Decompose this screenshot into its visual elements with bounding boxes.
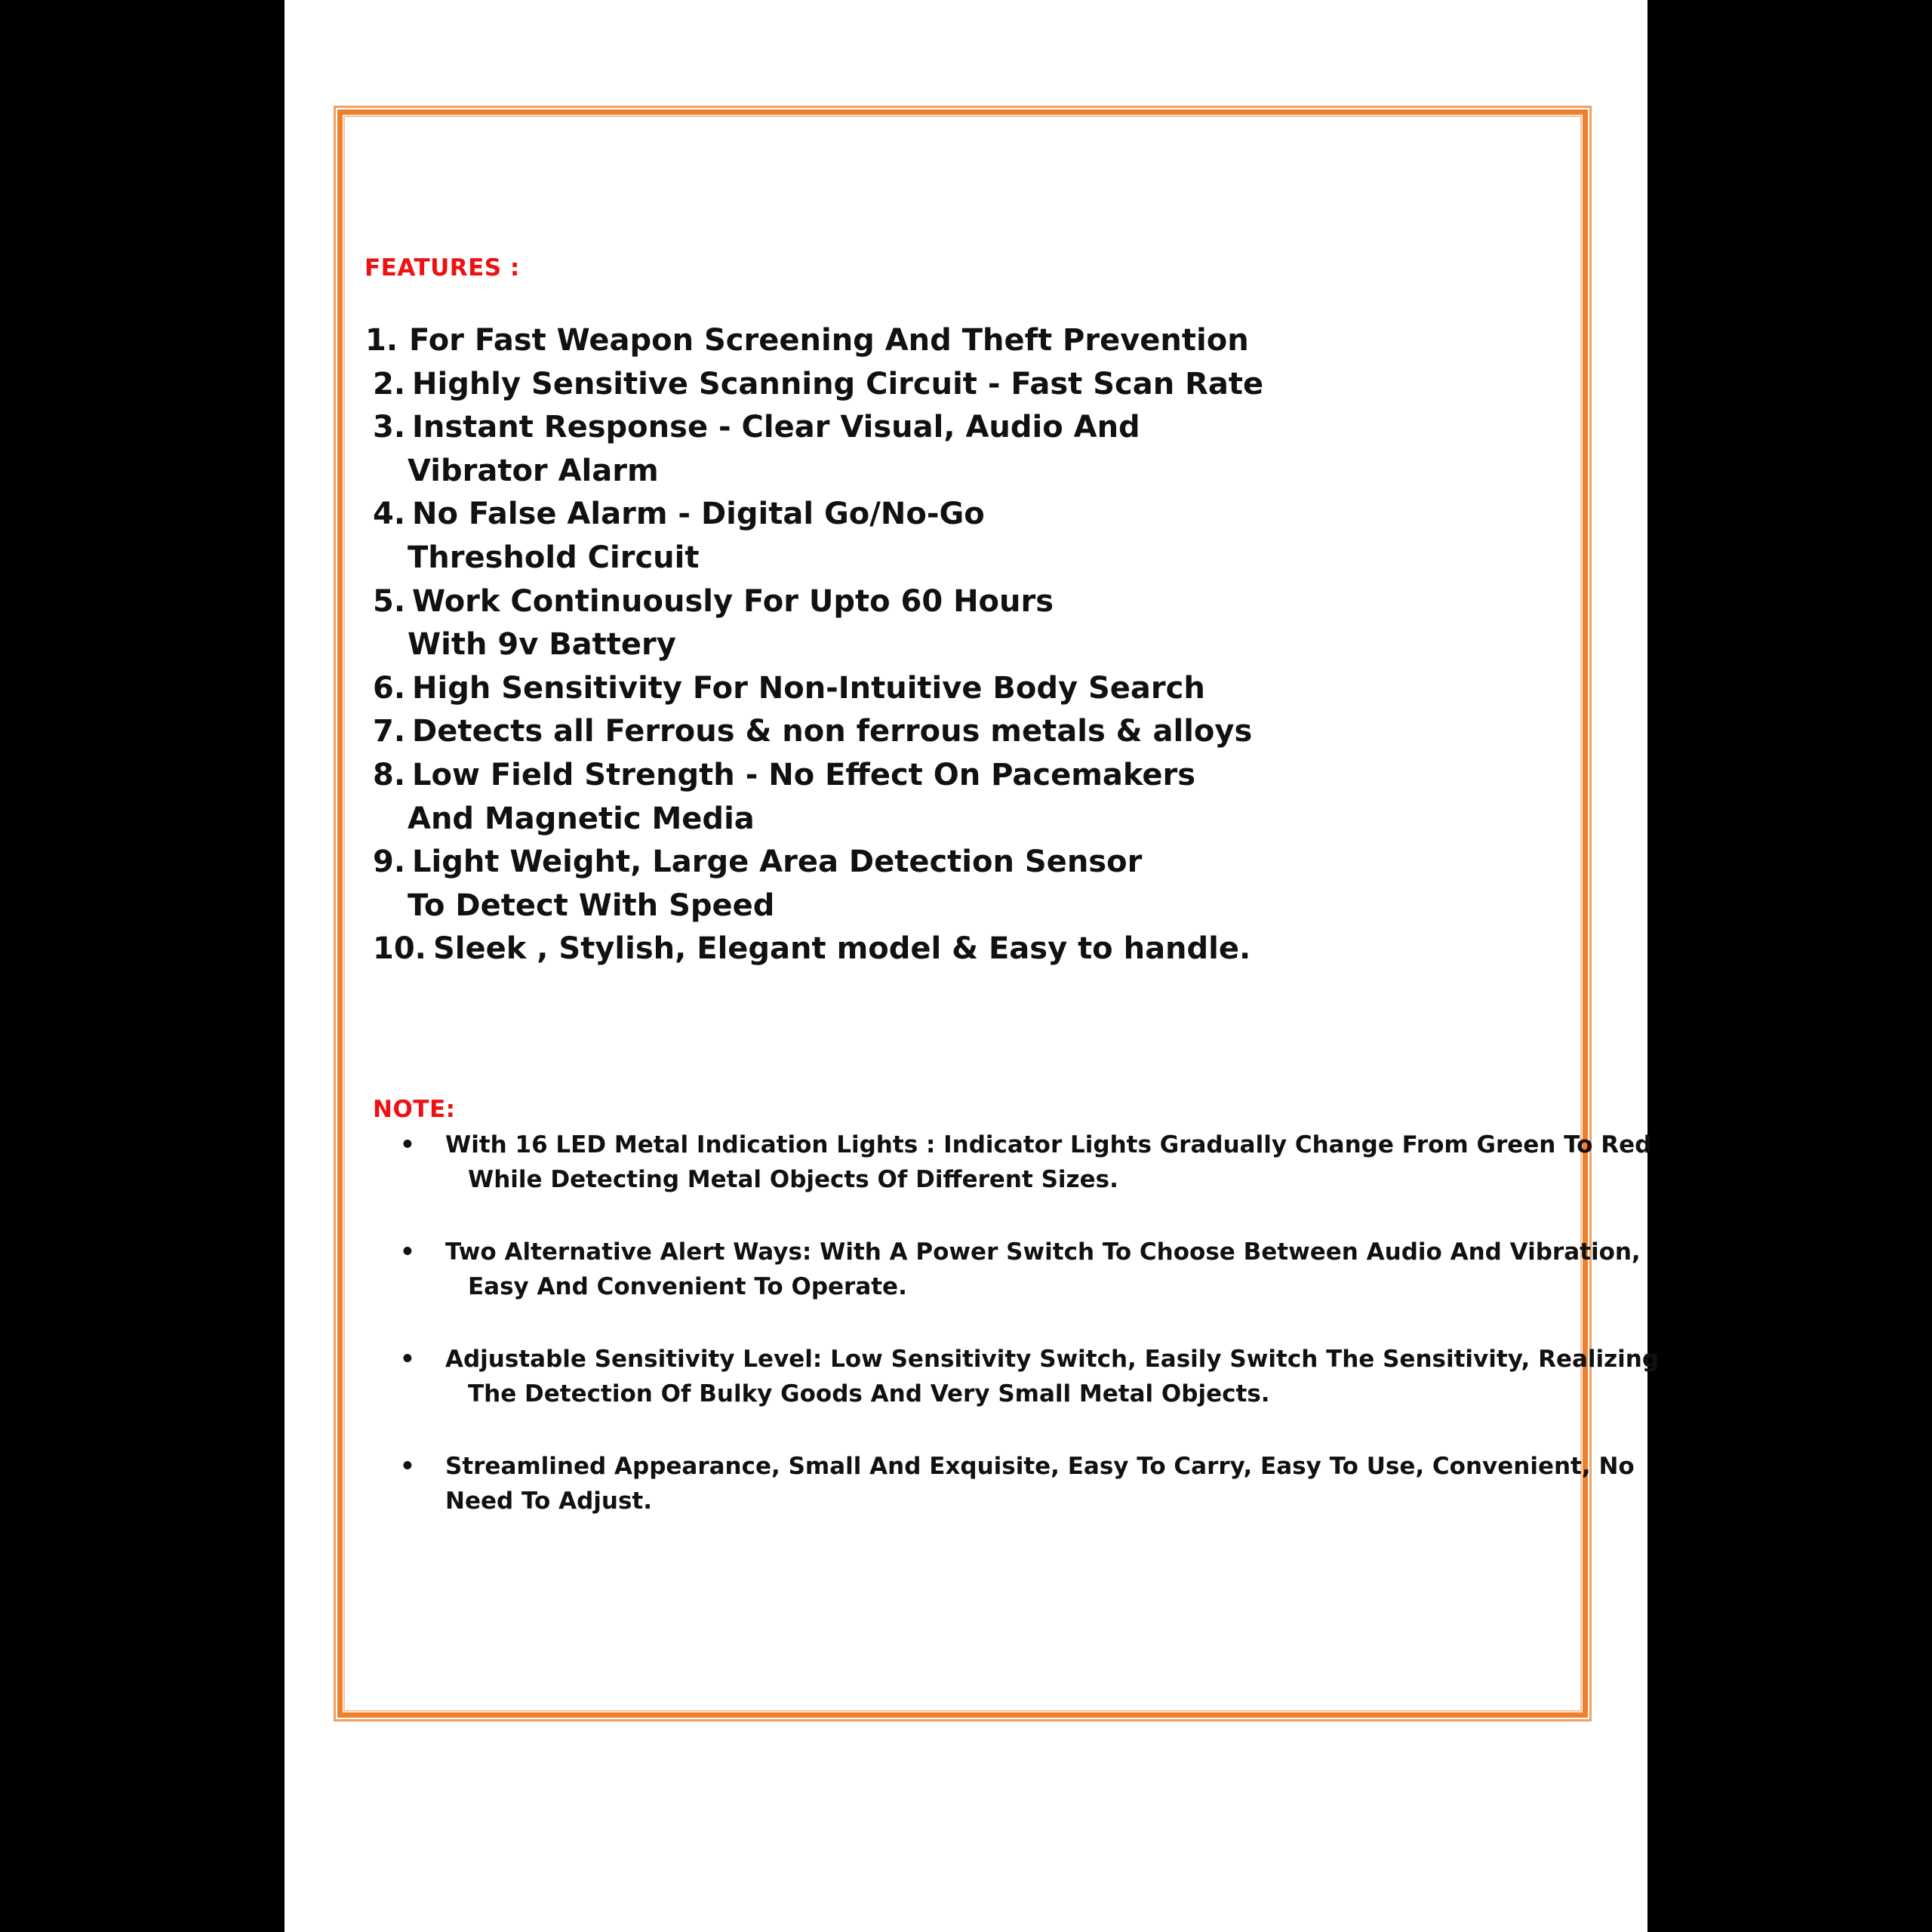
note-text: Streamlined Appearance, Small And Exquisite, Easy To Carry, Easy To Use, Convenient, No: [445, 1453, 1635, 1480]
feature-item: [365, 754, 1263, 841]
features-heading: FEATURES :: [365, 254, 520, 281]
feature-text: Instant Response - Clear Visual, Audio And: [412, 410, 1140, 445]
note-text-continued: While Detecting Metal Objects Of Different Sizes.: [468, 1166, 1118, 1193]
bullet-icon: •: [400, 1131, 415, 1158]
bullet-icon: •: [400, 1238, 415, 1266]
bullet-icon: •: [400, 1453, 415, 1480]
note-text-continued: Need To Adjust.: [445, 1487, 653, 1515]
feature-item: [365, 667, 1263, 711]
feature-text: High Sensitivity For Non-Intuitive Body Search: [412, 670, 1205, 706]
feature-item: [365, 406, 1263, 493]
note-item: [400, 1128, 1652, 1197]
feature-text: No False Alarm - Digital Go/No-Go: [412, 497, 985, 532]
feature-text-continued: To Detect With Speed: [408, 888, 775, 923]
feature-text: For Fast Weapon Screening And Theft Prevention: [409, 323, 1249, 358]
feature-number: 9.: [373, 844, 406, 880]
feature-text: Sleek , Stylish, Elegant model & Easy to handle.: [433, 931, 1251, 967]
note-heading: NOTE:: [373, 1096, 456, 1123]
feature-item: [365, 319, 1263, 363]
feature-text: Low Field Strength - No Effect On Pacemakers: [412, 757, 1196, 792]
feature-item: [365, 710, 1263, 754]
feature-number: 10.: [373, 931, 426, 967]
feature-number: 4.: [373, 497, 406, 532]
feature-text-continued: Vibrator Alarm: [408, 453, 659, 488]
feature-number: 5.: [373, 583, 406, 619]
note-item: [400, 1449, 1635, 1518]
feature-number: 3.: [373, 410, 406, 445]
feature-item: [365, 928, 1263, 971]
feature-text: Light Weight, Large Area Detection Sensor: [412, 844, 1143, 880]
features-list: [365, 319, 1263, 971]
feature-number: 6.: [373, 670, 406, 706]
note-item: [400, 1342, 1660, 1411]
feature-text-continued: And Magnetic Media: [408, 801, 755, 836]
note-text: Adjustable Sensitivity Level: Low Sensitivity Switch, Easily Switch The Sensitivity, Realizing: [445, 1346, 1660, 1373]
note-list: [400, 1128, 1660, 1556]
feature-number: 1.: [365, 323, 398, 358]
feature-text-continued: With 9v Battery: [408, 627, 676, 663]
feature-text: Highly Sensitive Scanning Circuit - Fast Scan Rate: [412, 366, 1264, 401]
feature-number: 2.: [373, 366, 406, 401]
feature-text: Work Continuously For Upto 60 Hours: [412, 583, 1054, 619]
note-text-continued: Easy And Convenient To Operate.: [468, 1273, 907, 1300]
note-text-continued: The Detection Of Bulky Goods And Very Small Metal Objects.: [468, 1380, 1270, 1407]
feature-item: [365, 841, 1263, 928]
feature-text: Detects all Ferrous & non ferrous metals & alloys: [412, 714, 1253, 749]
note-item: [400, 1235, 1641, 1304]
bullet-icon: •: [400, 1346, 415, 1373]
feature-text-continued: Threshold Circuit: [408, 540, 700, 575]
feature-number: 8.: [373, 757, 406, 792]
feature-number: 7.: [373, 714, 406, 749]
note-text: With 16 LED Metal Indication Lights : Indicator Lights Gradually Change From Green To Red: [445, 1131, 1652, 1158]
feature-item: [365, 580, 1263, 667]
feature-item: [365, 363, 1263, 407]
note-text: Two Alternative Alert Ways: With A Power Switch To Choose Between Audio And Vibration,: [445, 1238, 1641, 1266]
feature-item: [365, 493, 1263, 580]
